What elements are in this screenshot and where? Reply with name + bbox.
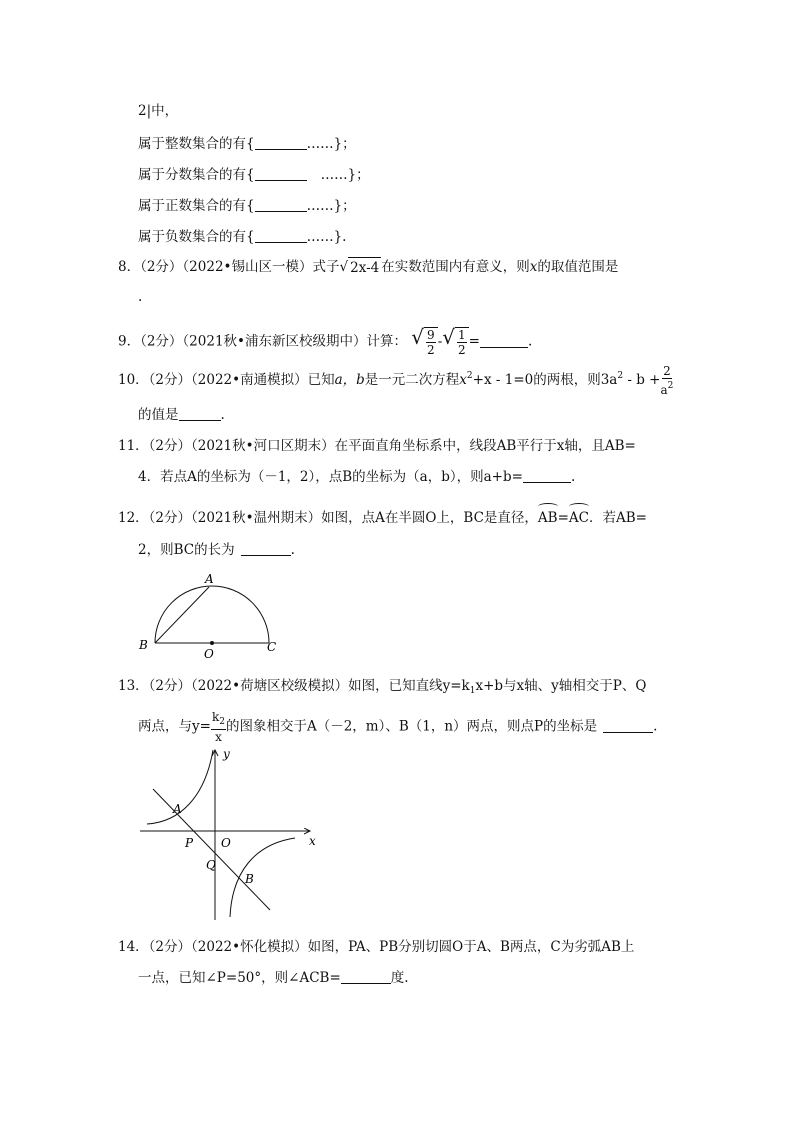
label-b: B <box>139 638 148 652</box>
answer-blank[interactable] <box>603 718 653 733</box>
q13-line1: 13．（2分）（2022•荷塘区校级模拟）如图，已知直线$y=k_1x+b$与x轴、y轴相交于P、Q <box>118 678 647 696</box>
q9-line: 9．（2分）（2021秋•浦东新区校级期中）计算： √ $\frac{9}{2}$ - √ $\frac{1}{2}$ = . <box>118 325 533 357</box>
label-a: A <box>205 572 214 586</box>
q7-head: 2|中， <box>138 103 179 119</box>
answer-blank[interactable] <box>480 333 528 348</box>
q7-positive-set: 属于正数集合的有{ ……}； <box>138 198 356 214</box>
fraction: $\frac{k_2}{x}$ <box>211 710 225 744</box>
label-c: C <box>267 640 277 654</box>
sqrt-expression: √ 2x-4 <box>339 259 380 276</box>
q8-line1: 8．（2分）（2022•锡山区一模）式子 √ 2x-4 在实数范围内有意义，则x的取值范围是 <box>118 259 619 276</box>
q8-line2: . <box>138 289 143 305</box>
arc-ac: AC <box>568 510 589 526</box>
semicircle-figure <box>130 570 290 662</box>
label-p: P <box>185 836 194 850</box>
answer-blank[interactable] <box>255 166 307 181</box>
q10-line1: 10．（2分）（2022•南通模拟）已知a，b是一元二次方程$x^2+x - 1=0$的两根，则$3a^2$ - b + $\frac{2}{a^2}$ <box>118 364 674 397</box>
fraction: $\frac{2}{a^2}$ <box>660 364 674 397</box>
q7-integer-set: 属于整数集合的有{ ……}； <box>138 136 356 152</box>
label-o: O <box>221 836 231 850</box>
answer-blank[interactable] <box>255 197 307 212</box>
answer-blank[interactable] <box>241 541 291 556</box>
q13-line2: 两点，与y= $\frac{k_2}{x}$ 的图象相交于A（－2，m）、B（1，n）两点，则点P的坐标是 . <box>138 710 658 744</box>
answer-blank[interactable] <box>179 406 221 421</box>
q11-line2: 4．若点A的坐标为（－1，2），点B的坐标为（a，b），则a+b= . <box>138 469 576 485</box>
answer-blank[interactable] <box>255 228 307 243</box>
answer-blank[interactable] <box>523 468 571 483</box>
semicircle-arc <box>155 586 269 643</box>
label-b: B <box>245 872 254 886</box>
answer-blank[interactable] <box>255 135 307 150</box>
label-x: x <box>309 834 316 848</box>
q7-fraction-set: 属于分数集合的有{ ……}； <box>138 167 370 183</box>
chord-ab <box>155 587 209 643</box>
q11-line1: 11．（2分）（2021秋•河口区期末）在平面直角坐标系中，线段AB平行于x轴，且AB= <box>118 438 636 454</box>
label-y: y <box>223 747 230 761</box>
q10-line2: 的值是 . <box>138 407 225 423</box>
arc-ab: AB <box>537 510 558 526</box>
hyperbola-branch-lower <box>230 838 295 917</box>
q12-line1: 12．（2分）（2021秋•温州期末）如图，点A在半圆O上，BC是直径，AB=AC．若AB= <box>118 510 647 526</box>
q14-line2: 一点，已知∠P=50°，则∠ACB= 度. <box>138 970 409 986</box>
hyperbola-line-figure <box>135 742 325 924</box>
sqrt-fraction-2: √ $\frac{1}{2}$ <box>442 327 468 357</box>
q7-negative-set: 属于负数集合的有{ ……}. <box>138 229 347 245</box>
answer-blank[interactable] <box>341 969 391 984</box>
label-a: A <box>173 802 182 816</box>
label-q: Q <box>206 858 216 872</box>
center-point <box>210 641 214 645</box>
q14-line1: 14．（2分）（2022•怀化模拟）如图，PA、PB分别切圆O于A、B两点，C为劣弧AB上 <box>118 939 635 955</box>
label-o: O <box>204 647 214 661</box>
q12-line2: 2，则BC的长为 . <box>138 542 295 558</box>
sqrt-fraction-1: √ $\frac{9}{2}$ <box>411 327 437 357</box>
line-y-k1x-b <box>153 789 270 910</box>
